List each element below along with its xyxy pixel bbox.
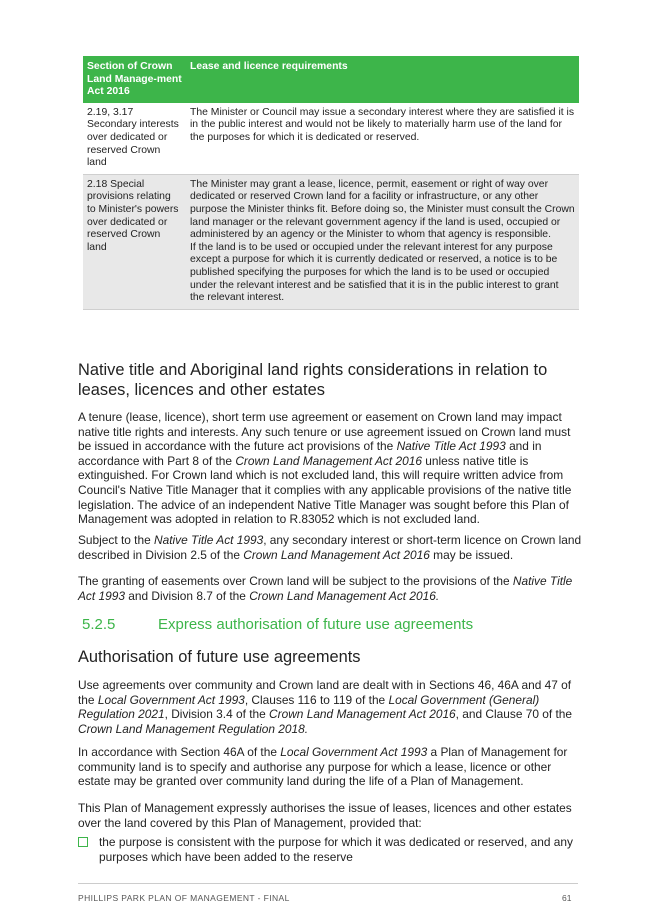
requirement-text: The Minister or Council may issue a secondary interest where they are satisfied it is in the public interest and would not be likely to materially harm use of the land for the purposes for which it is dedicated or reserved.: [190, 106, 575, 143]
checkbox-bullet-icon: [78, 837, 88, 847]
native-title-paragraph-2: Subject to the Native Title Act 1993, any secondary interest or short-term licence on Crown land described in Division 2.5 of the Crown Land Management Act 2016 may be issued.: [78, 533, 582, 562]
row-section: 2.18 Special provisions relating to Minister's powers over dedicated or reserved Crown land: [83, 174, 186, 309]
authorisation-paragraph-3: This Plan of Management expressly authorises the issue of leases, licences and other estates over the land covered by this Plan of Management, provided that:: [78, 801, 572, 830]
table-row: [83, 174, 579, 309]
requirement-text: The Minister may grant a lease, licence, permit, easement or right of way over dedicated or reserved Crown land for a facility or infrastructure, or any other purpose the Minister thinks fit. Before doing so, the Minister must consult the Crown land manager or the relevant government agency if the land is used, occupied or administered by an agency or the Minister to whom that agency is responsible.: [190, 178, 575, 241]
subsection-number: 5.2.5: [82, 616, 116, 633]
authorisation-paragraph-1: Use agreements over community and Crown land are dealt with in Sections 46, 46A and 47 of the Local Government Act 1993, Clauses 116 to 119 of the Local Government (General) Regulation 2021, Division 3.4 of the Crown Land Management Act 2016, and Clause 70 of the Crown Land Management Regulation 2018.: [78, 678, 573, 736]
native-title-paragraph-1: A tenure (lease, licence), short term use agreement or easement on Crown land may impact native title rights and interests. Any such tenure or use agreement issued on Crown land must be issued in accordance with the future act provisions of the Native Title Act 1993 and in accordance with Part 8 of the Crown Land Management Act 2016 unless native title is extinguished. For Crown land which is not excluded land, this will require written advice from Council's Native Title Manager that it complies with any applicable provisions of the native title legislation. The advice of an independent Native Title Manager was sought before this Plan of Management was adopted in relation to R.83052 which is not excluded land.: [78, 410, 572, 527]
row-section: 2.19, 3.17 Secondary interests over dedicated or reserved Crown land: [83, 103, 186, 174]
list-item: [78, 835, 583, 864]
table-header-row: [83, 56, 579, 103]
header-requirements: Lease and licence requirements: [186, 56, 579, 103]
authorisation-heading: Authorisation of future use agreements: [78, 648, 361, 666]
list-item-text: the purpose is consistent with the purpose for which it was dedicated or reserved, and any purposes which have been added to the reserve: [99, 835, 573, 864]
lease-requirements-table: [83, 56, 579, 310]
row-requirements: [186, 174, 579, 309]
authorisation-paragraph-2: In accordance with Section 46A of the Local Government Act 1993 a Plan of Management for community land is to specify and authorise any purpose for which a lease, licence or other estate may be granted over community land during the life of a Plan of Management.: [78, 745, 568, 789]
footer-divider: [78, 883, 578, 884]
table-row: [83, 103, 579, 174]
row-requirements: [186, 103, 579, 174]
header-section: Section of Crown Land Manage-ment Act 2016: [83, 56, 186, 103]
native-title-heading: Native title and Aboriginal land rights considerations in relation to leases, licences and other estates: [78, 361, 548, 399]
footer-title: PHILLIPS PARK PLAN OF MANAGEMENT - FINAL: [78, 893, 290, 903]
subsection-title: Express authorisation of future use agreements: [158, 616, 474, 633]
requirement-text: If the land is to be used or occupied under the relevant interest for any purpose except a purpose for which it is currently dedicated or reserved, a notice is to be published specifying the purposes for which the land is to be used or occupied under the relevant interest and be satisfied that it is in the public interest to grant the relevant interest.: [190, 241, 559, 304]
page-number: 61: [562, 893, 572, 903]
native-title-paragraph-3: The granting of easements over Crown land will be subject to the provisions of the Native Title Act 1993 and Division 8.7 of the Crown Land Management Act 2016.: [78, 574, 573, 603]
